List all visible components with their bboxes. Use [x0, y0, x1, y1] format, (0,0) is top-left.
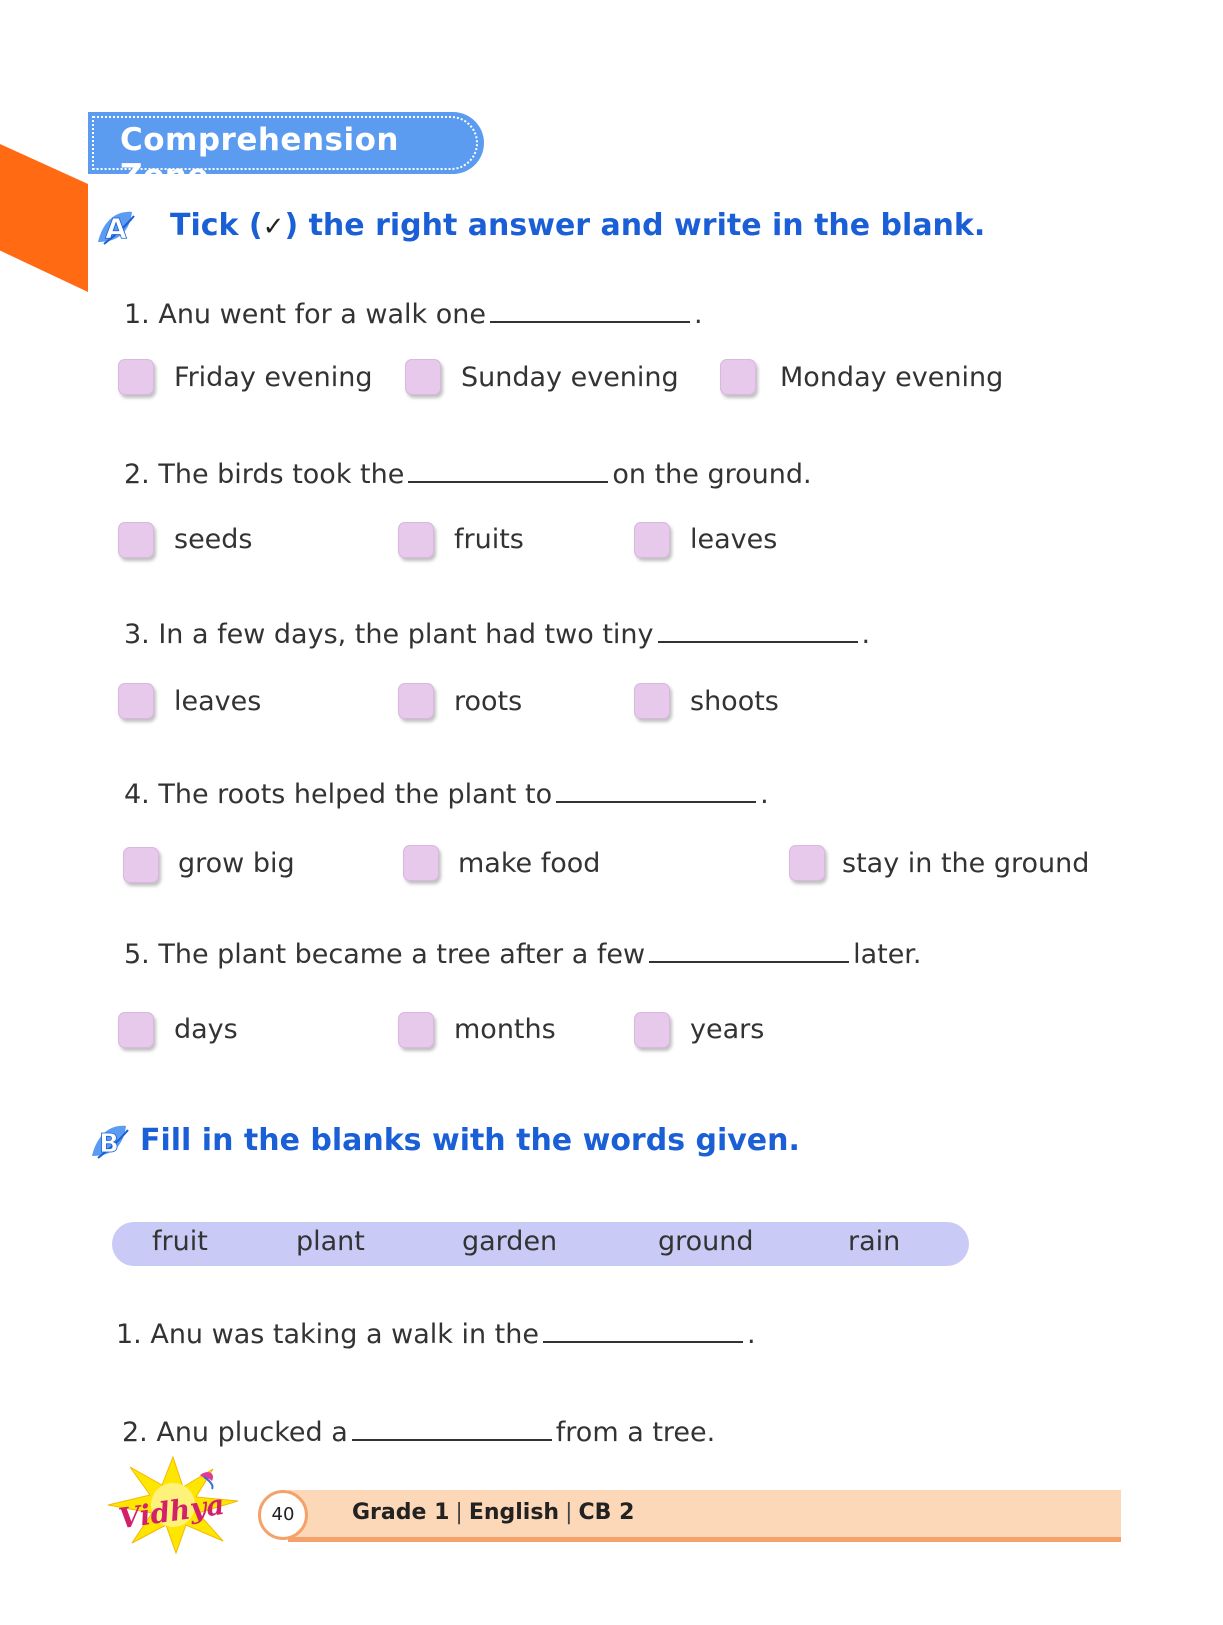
footer-bar: [288, 1490, 1121, 1542]
checkbox-seeds[interactable]: [118, 522, 154, 558]
option-label: leaves: [174, 686, 262, 717]
vidhya-logo-icon: [88, 1455, 258, 1555]
option-label: stay in the ground: [842, 848, 1090, 879]
answer-blank[interactable]: [649, 934, 849, 963]
option-label: roots: [454, 686, 523, 717]
checkbox-sunday-evening[interactable]: [405, 359, 441, 395]
footer-info: Grade 1 | English | CB 2: [352, 1500, 635, 1525]
option-label: Sunday evening: [461, 362, 679, 393]
answer-blank[interactable]: [658, 614, 858, 643]
section-b-badge-letter: B: [99, 1129, 119, 1159]
checkbox-days[interactable]: [118, 1012, 154, 1048]
question-a4: 4. The roots helped the plant to .: [124, 774, 769, 810]
checkbox-years[interactable]: [634, 1012, 670, 1048]
comprehension-zone-banner: [88, 112, 484, 194]
checkbox-leaves[interactable]: [634, 522, 670, 558]
question-a5: 5. The plant became a tree after a few later.: [124, 934, 922, 970]
logo-text: Vidhya: [116, 1487, 227, 1536]
option-label: seeds: [174, 524, 253, 555]
question-b2: 2. Anu plucked a from a tree.: [122, 1412, 715, 1448]
section-b-badge-icon: [88, 1120, 132, 1164]
option-label: make food: [458, 848, 601, 879]
answer-blank[interactable]: [556, 774, 756, 803]
banner-title: Comprehension Zone: [120, 122, 399, 194]
question-a3: 3. In a few days, the plant had two tiny .: [124, 614, 870, 650]
question-a2: 2. The birds took the on the ground.: [124, 454, 812, 490]
question-b1: 1. Anu was taking a walk in the .: [116, 1314, 756, 1350]
option-label: leaves: [690, 524, 778, 555]
answer-blank[interactable]: [490, 294, 690, 323]
checkbox-roots[interactable]: [398, 683, 434, 719]
word-bank-item: ground: [658, 1226, 754, 1257]
option-label: fruits: [454, 524, 524, 555]
answer-blank[interactable]: [352, 1412, 552, 1441]
checkbox-shoots[interactable]: [634, 683, 670, 719]
heading-a-part1: Tick (: [170, 208, 263, 243]
checkbox-months[interactable]: [398, 1012, 434, 1048]
option-label: shoots: [690, 686, 779, 717]
checkbox-grow-big[interactable]: [123, 847, 159, 883]
section-a-badge-icon: [94, 206, 138, 250]
heading-a-part2: ) the right answer and write in the blank.: [284, 208, 986, 243]
word-bank: [112, 1222, 969, 1266]
section-b-heading: Fill in the blanks with the words given.: [140, 1123, 800, 1158]
tick-mark-icon: ✓: [262, 212, 285, 242]
option-label: years: [690, 1014, 765, 1045]
page-number: 40: [258, 1490, 308, 1540]
option-label: Monday evening: [780, 362, 1004, 393]
footer-grade: Grade 1: [352, 1500, 450, 1525]
word-bank-item: fruit: [152, 1226, 208, 1257]
checkbox-stay-in-the-ground[interactable]: [789, 845, 825, 881]
option-label: Friday evening: [174, 362, 373, 393]
corner-accent-tab: [0, 144, 88, 292]
checkbox-make-food[interactable]: [403, 845, 439, 881]
checkbox-fruits[interactable]: [398, 522, 434, 558]
footer-book: CB 2: [578, 1500, 635, 1525]
section-a-badge-letter: A: [105, 212, 127, 245]
footer-subject: English: [468, 1500, 560, 1525]
checkbox-monday-evening[interactable]: [720, 359, 756, 395]
option-label: grow big: [178, 848, 295, 879]
option-label: days: [174, 1014, 238, 1045]
checkbox-leaves[interactable]: [118, 683, 154, 719]
word-bank-item: rain: [848, 1226, 901, 1257]
word-bank-item: plant: [296, 1226, 365, 1257]
answer-blank[interactable]: [543, 1314, 743, 1343]
option-label: months: [454, 1014, 556, 1045]
word-bank-item: garden: [462, 1226, 558, 1257]
question-a1: 1. Anu went for a walk one .: [124, 294, 703, 330]
section-a-heading: [170, 208, 985, 243]
answer-blank[interactable]: [408, 454, 608, 483]
checkbox-friday-evening[interactable]: [118, 359, 154, 395]
